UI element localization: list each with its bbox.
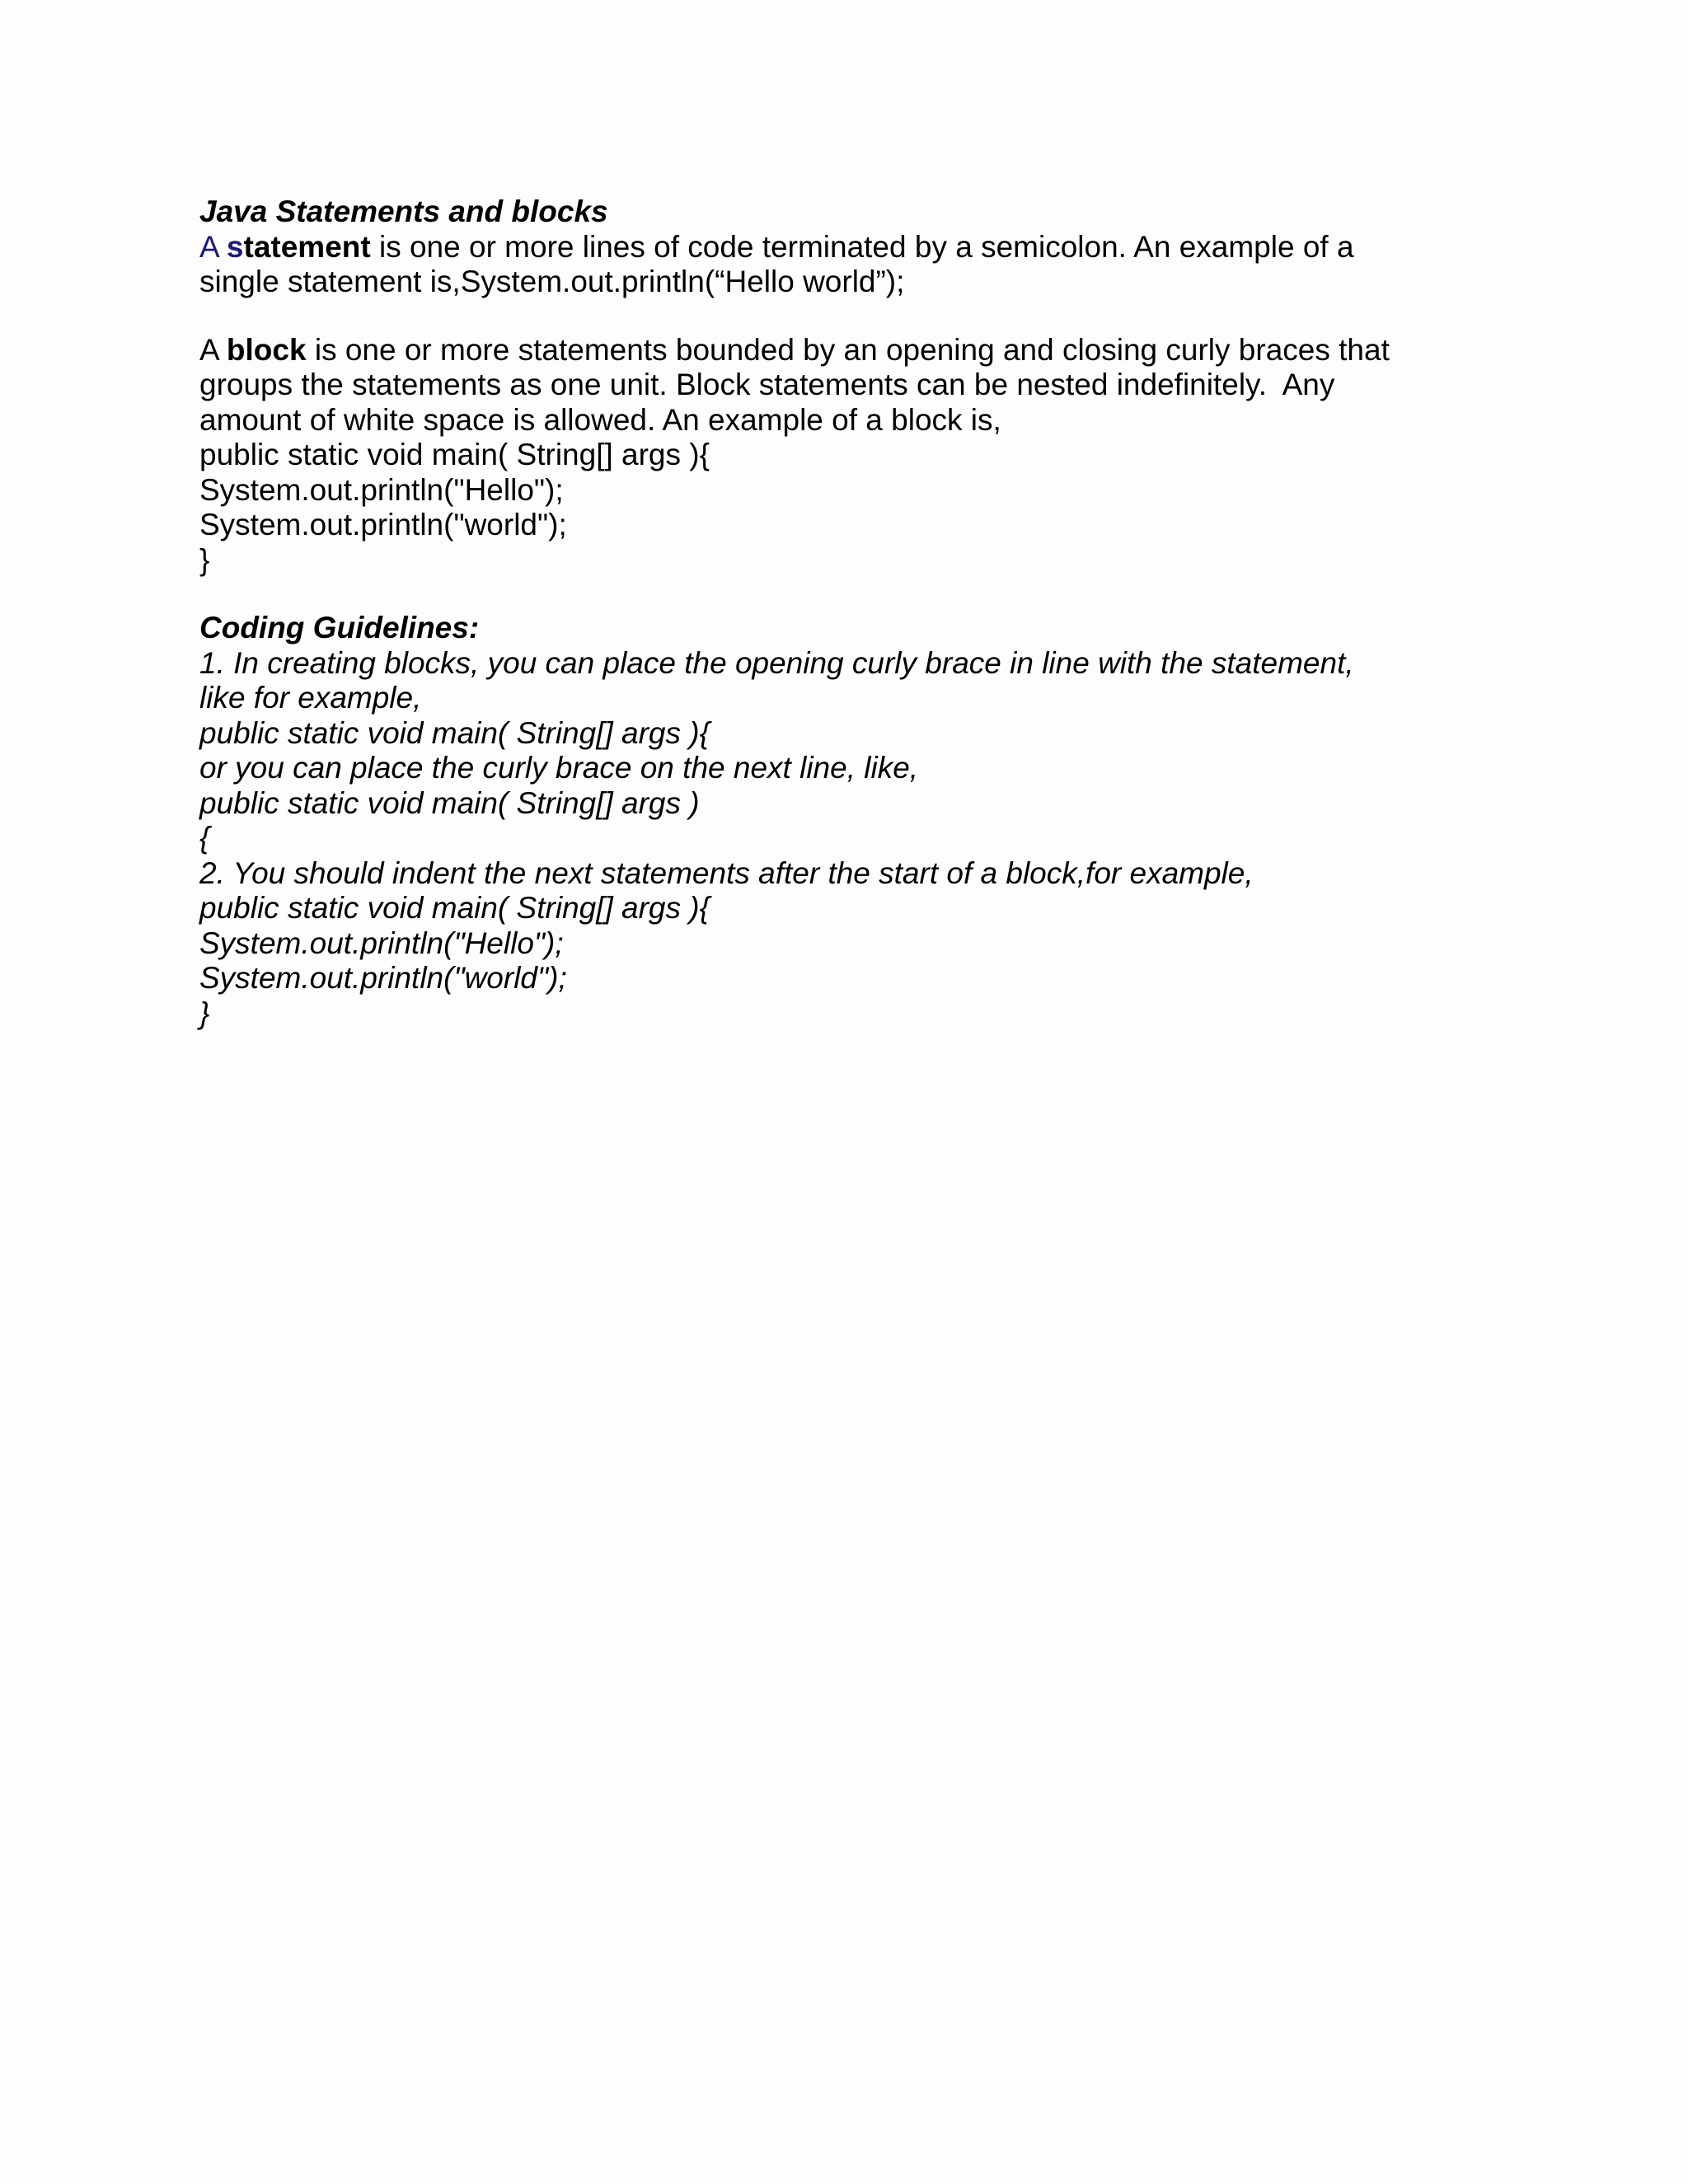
statement-term: tatement <box>243 229 371 264</box>
guideline-code-line: System.out.println("Hello"); <box>199 926 564 960</box>
guideline-line: or you can place the curly brace on the next line, like, <box>199 751 919 785</box>
document-page <box>199 194 1485 1031</box>
guideline-code-line: System.out.println("world"); <box>199 961 567 995</box>
block-paragraph-line-2: groups the statements as one unit. Block statements can be nested indefinitely. Any <box>199 368 1335 401</box>
code-line: public static void main( String[] args ){ <box>199 438 710 471</box>
guideline-code-line: public static void main( String[] args ){ <box>199 715 710 750</box>
guideline-code-line: public static void main( String[] args ) <box>199 785 700 820</box>
guideline-code-line: public static void main( String[] args ){ <box>199 891 710 925</box>
code-line: } <box>199 542 210 577</box>
code-line: System.out.println("Hello"); <box>199 472 564 507</box>
guideline-code-line: { <box>199 821 210 855</box>
guideline-code-line: } <box>199 996 210 1030</box>
guideline-line: like for example, <box>199 681 422 715</box>
code-line: System.out.println("world"); <box>199 508 567 541</box>
guidelines-title: Coding Guidelines: <box>199 611 480 644</box>
section-title: Java Statements and blocks <box>199 194 608 228</box>
guideline-line: 2. You should indent the next statements after the start of a block,for example, <box>199 855 1254 890</box>
block-term: block <box>226 332 307 367</box>
block-paragraph-line-1: A block is one or more statements bounded by an opening and closing curly braces that <box>199 332 1390 367</box>
guideline-line: 1. In creating blocks, you can place the opening curly brace in line with the statement, <box>199 645 1354 680</box>
statement-paragraph-line-2: single statement is,System.out.println(“Hello world”); <box>199 265 905 298</box>
statement-paragraph-line-1: A statement is one or more lines of code terminated by a semicolon. An example of a <box>199 229 1354 264</box>
block-paragraph-line-3: amount of white space is allowed. An example of a block is, <box>199 402 1001 437</box>
